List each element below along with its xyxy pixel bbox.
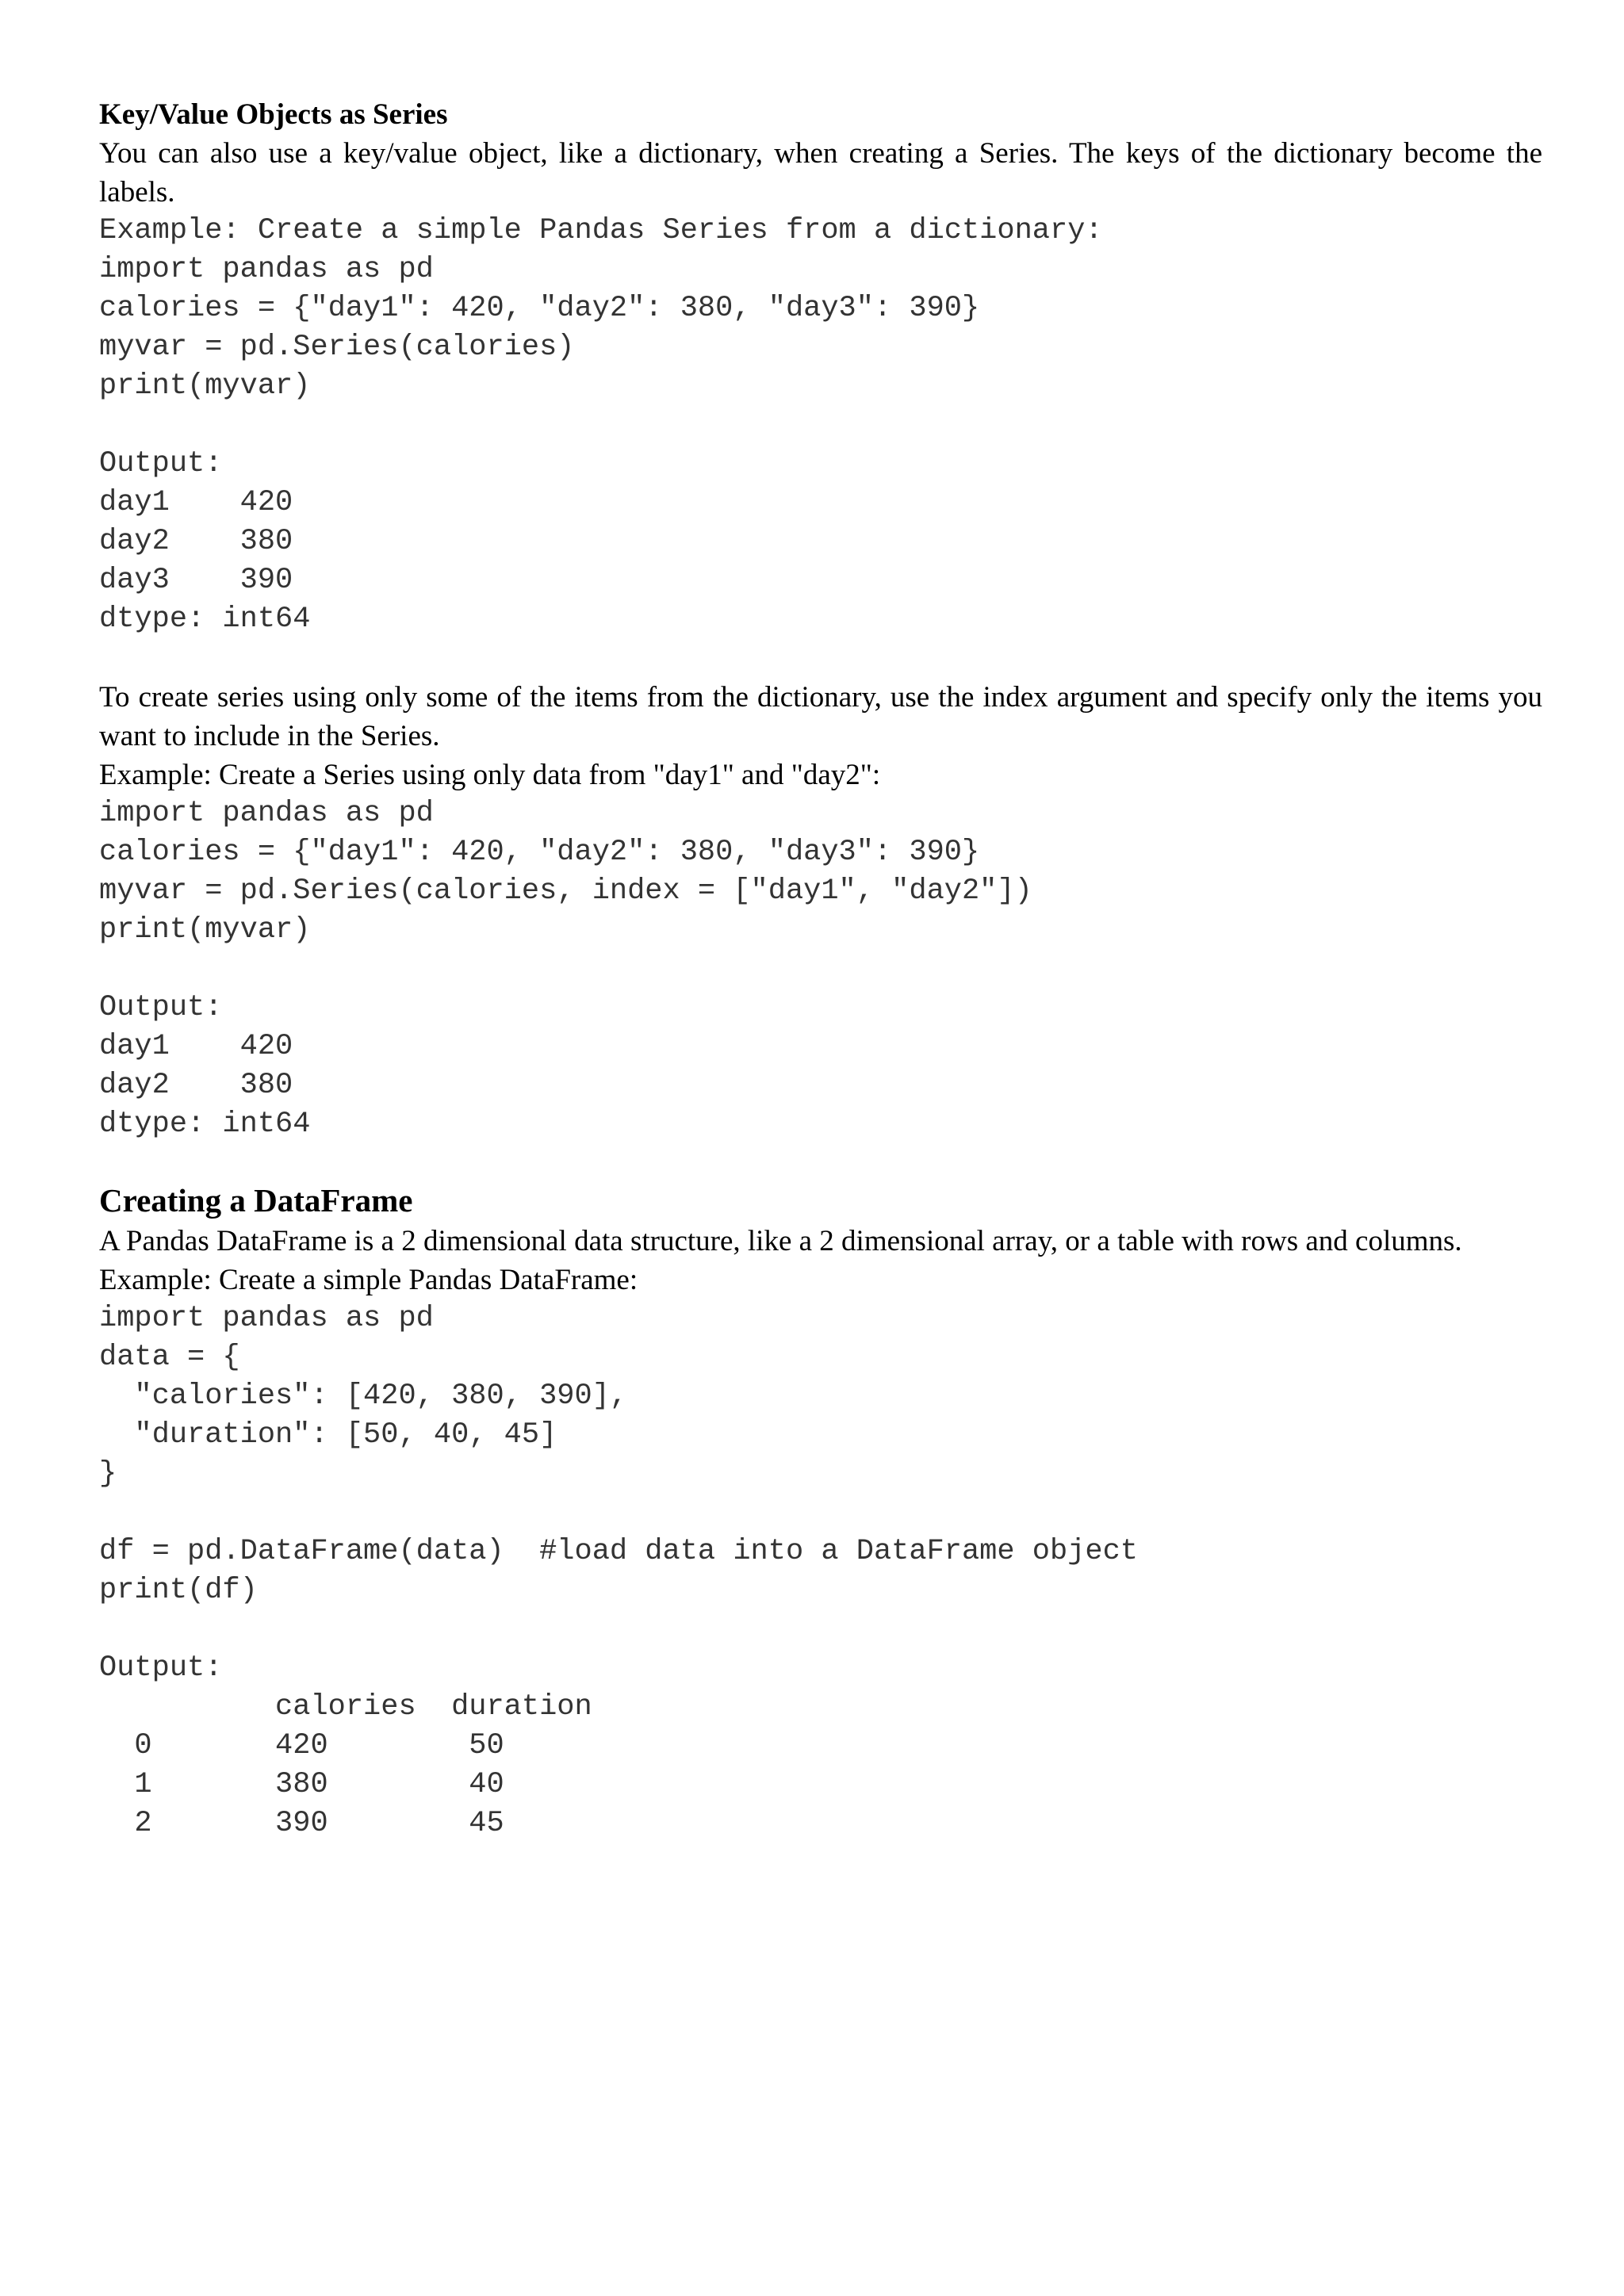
code-line: print(myvar) xyxy=(99,913,311,947)
spacer xyxy=(99,1161,1542,1179)
code-line: } xyxy=(99,1457,117,1490)
output-line: day2 380 xyxy=(99,525,293,558)
section2-code-block xyxy=(99,794,1542,950)
spacer xyxy=(99,406,1542,445)
code-line: myvar = pd.Series(calories, index = ["day1", "day2"]) xyxy=(99,874,1032,908)
output-line: 0 420 50 xyxy=(99,1729,504,1762)
output-line: dtype: int64 xyxy=(99,1108,311,1141)
section2-intro: To create series using only some of the items from the dictionary, use the index argument and specify only the items you want to include in the Series. xyxy=(99,681,1542,752)
output-line: day1 420 xyxy=(99,1030,293,1063)
output-line: dtype: int64 xyxy=(99,603,311,636)
spacer xyxy=(99,639,1542,678)
code-line: import pandas as pd xyxy=(99,1302,434,1335)
section2-example-label: Example: Create a Series using only data from "day1" and "day2": xyxy=(99,759,881,791)
section1-output-block xyxy=(99,445,1542,639)
output-line: day3 390 xyxy=(99,564,293,597)
spacer xyxy=(99,1494,1542,1533)
section2-output-block xyxy=(99,989,1542,1144)
output-line: Output: xyxy=(99,1651,223,1685)
section1-intro: You can also use a key/value object, like a dictionary, when creating a Series. The keys of the dictionary become the labels. xyxy=(99,137,1542,209)
section3-output-block xyxy=(99,1649,1542,1843)
section1-code-block xyxy=(99,212,1542,406)
section3-intro: A Pandas DataFrame is a 2 dimensional data structure, like a 2 dimensional array, or a table with rows and columns. xyxy=(99,1225,1462,1257)
code-line: myvar = pd.Series(calories) xyxy=(99,331,575,364)
output-line: Output: xyxy=(99,991,223,1024)
output-line: day1 420 xyxy=(99,486,293,519)
code-line: print(df) xyxy=(99,1574,258,1607)
code-line: import pandas as pd xyxy=(99,797,434,830)
code-line: import pandas as pd xyxy=(99,253,434,286)
code-line: "duration": [50, 40, 45] xyxy=(99,1418,557,1452)
output-line: 2 390 45 xyxy=(99,1807,504,1840)
code-line: data = { xyxy=(99,1341,240,1374)
code-line: df = pd.DataFrame(data) #load data into a DataFrame object xyxy=(99,1535,1139,1568)
section3-code-block-2 xyxy=(99,1533,1542,1610)
spacer xyxy=(99,950,1542,989)
code-line: "calories": [420, 380, 390], xyxy=(99,1380,628,1413)
section-heading-dataframe: Creating a DataFrame xyxy=(99,1182,413,1219)
document-page xyxy=(99,95,1542,1843)
spacer xyxy=(99,1144,1542,1161)
spacer xyxy=(99,1610,1542,1649)
section3-example-label: Example: Create a simple Pandas DataFrame: xyxy=(99,1264,638,1296)
output-line: calories duration xyxy=(99,1690,592,1724)
output-line: day2 380 xyxy=(99,1069,293,1102)
section3-code-block xyxy=(99,1299,1542,1494)
code-line: calories = {"day1": 420, "day2": 380, "day3": 390} xyxy=(99,836,980,869)
code-line: Example: Create a simple Pandas Series from a dictionary: xyxy=(99,214,1103,247)
code-line: calories = {"day1": 420, "day2": 380, "day3": 390} xyxy=(99,292,980,325)
code-line: print(myvar) xyxy=(99,369,311,403)
output-line: 1 380 40 xyxy=(99,1768,504,1801)
output-line: Output: xyxy=(99,447,223,480)
section-heading-key-value: Key/Value Objects as Series xyxy=(99,98,448,131)
